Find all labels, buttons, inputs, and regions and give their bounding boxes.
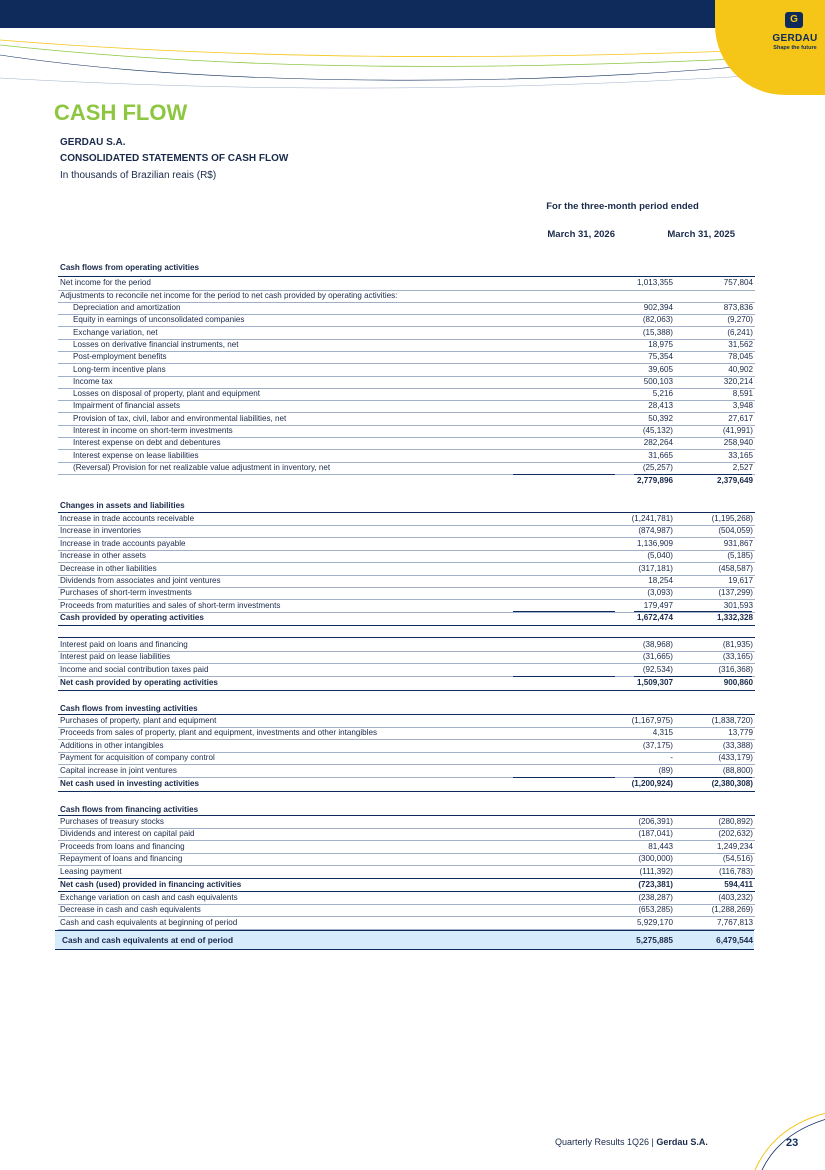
row-value: (206,391) — [638, 817, 673, 826]
table-row — [58, 425, 755, 437]
row-value: 31,665 — [648, 450, 673, 460]
row-value: 33,165 — [728, 450, 753, 460]
row-value: (31,665) — [642, 652, 673, 662]
row-value: 4,315 — [652, 728, 673, 738]
table-row — [58, 525, 755, 537]
table-row — [58, 892, 755, 904]
table-row — [58, 314, 755, 326]
row-label: Purchases of treasury stocks — [60, 817, 164, 826]
row-value: (874,987) — [638, 526, 673, 536]
row-value: (5,185) — [727, 551, 753, 561]
row-value: 50,392 — [648, 413, 673, 423]
divider — [58, 690, 755, 691]
row-value: (187,041) — [638, 829, 673, 839]
row-value: (433,179) — [718, 753, 753, 763]
row-value: (33,388) — [722, 740, 753, 750]
subtotal-row: 2,779,896 2,379,649 — [636, 476, 753, 485]
row-value: (238,287) — [638, 893, 673, 902]
row-label: Increase in trade accounts payable — [60, 538, 186, 548]
row-label: Long-term incentive plans — [73, 364, 166, 374]
row-value: (54,516) — [722, 854, 753, 864]
row-value: 75,354 — [648, 352, 673, 362]
footer: Quarterly Results 1Q26 | Gerdau S.A. — [555, 1137, 708, 1147]
row-value: 320,214 — [723, 376, 753, 386]
row-value: 19,617 — [728, 576, 753, 585]
row-value: 931,867 — [723, 538, 753, 548]
row-value: (82,063) — [642, 315, 673, 325]
table-row — [58, 904, 755, 916]
row-value: (317,181) — [638, 563, 673, 573]
row-value: 301,593 — [723, 600, 753, 610]
row-label: Dividends from associates and joint ventures — [60, 576, 221, 585]
row-label: Interest expense on lease liabilities — [73, 450, 199, 460]
total-row: Net cash provided by operating activities 1,509,307 900,860 — [60, 678, 753, 687]
row-value: (6,241) — [727, 327, 753, 337]
row-label: Purchases of property, plant and equipment — [60, 716, 217, 725]
row-label: Losses on disposal of property, plant and equipment — [73, 389, 261, 399]
table-row — [58, 302, 755, 314]
row-label: Interest expense on debt and debentures — [73, 438, 221, 448]
row-value: 81,443 — [648, 841, 673, 851]
table-row — [58, 575, 755, 587]
table-row — [58, 866, 755, 878]
row-value: 3,948 — [732, 401, 753, 411]
row-label: Interest in income on short-term investments — [73, 426, 233, 435]
table-row — [58, 563, 755, 575]
row-value: (81,935) — [722, 640, 753, 649]
table-row — [58, 715, 755, 727]
row-value: (3,093) — [647, 588, 673, 598]
row-value: (41,991) — [722, 426, 753, 435]
row-label: Decrease in other liabilities — [60, 563, 157, 573]
section-heading-changes: Changes in assets and liabilities — [60, 501, 185, 510]
row-label: Exchange variation on cash and cash equivalents — [60, 893, 238, 902]
row-value: (1,288,269) — [711, 905, 753, 915]
table-row — [58, 841, 755, 853]
row-label: Repayment of loans and financing — [60, 854, 183, 864]
table-row — [58, 828, 755, 840]
row-label: Income and social contribution taxes paid — [60, 664, 209, 674]
row-label: Post-employment benefits — [73, 352, 167, 362]
row-value: 40,902 — [728, 364, 753, 374]
row-label: Increase in trade accounts receivable — [60, 514, 195, 523]
header-swoosh — [0, 0, 825, 110]
section-heading-financing: Cash flows from financing activities — [60, 805, 199, 814]
table-row — [58, 413, 755, 425]
row-value: (9,270) — [727, 315, 753, 325]
table-row — [58, 351, 755, 363]
row-value: (137,299) — [718, 588, 753, 598]
row-label: Payment for acquisition of company control — [60, 753, 215, 763]
row-value: (33,165) — [722, 652, 753, 662]
row-value: (1,195,268) — [711, 514, 753, 523]
divider — [58, 625, 755, 626]
row-value: (45,132) — [642, 426, 673, 435]
row-label: Equity in earnings of unconsolidated companies — [73, 315, 245, 325]
row-value: 78,045 — [728, 352, 753, 362]
page-title: CASH FLOW — [54, 100, 188, 125]
row-value: (111,392) — [639, 866, 673, 876]
row-value: 28,413 — [648, 401, 673, 411]
row-value: (316,368) — [718, 664, 753, 674]
row-value: (92,534) — [642, 664, 673, 674]
row-label: Purchases of short-term investments — [60, 588, 192, 598]
row-value: (300,000) — [638, 854, 673, 864]
row-label: Exchange variation, net — [73, 327, 158, 337]
total-row: Net cash used in investing activities (1,200,924) (2,380,308) — [60, 779, 753, 788]
period-header: For the three-month period ended — [546, 201, 699, 212]
row-label: Cash and cash equivalents at beginning of period — [60, 917, 238, 927]
company-name: GERDAU S.A. — [60, 137, 126, 148]
table-row — [58, 376, 755, 388]
row-value: (116,783) — [718, 866, 753, 876]
row-value: 258,940 — [723, 438, 753, 448]
table-row — [58, 538, 755, 550]
row-value: 13,779 — [728, 728, 753, 738]
statement-title: CONSOLIDATED STATEMENTS OF CASH FLOW — [60, 153, 289, 164]
table-row — [58, 450, 755, 462]
table-row — [58, 664, 755, 676]
table-row: Net income for the period 1,013,355 757,804 — [60, 278, 753, 287]
row-label: (Reversal) Provision for net realizable value adjustment in inventory, net — [73, 462, 331, 472]
row-label: Capital increase in joint ventures — [60, 765, 177, 775]
row-value: 873,836 — [723, 303, 753, 312]
row-value: 27,617 — [728, 413, 753, 423]
table-row — [58, 816, 755, 828]
row-label: Additions in other intangibles — [60, 740, 164, 750]
row-value: 5,216 — [652, 389, 673, 399]
row-label: Proceeds from maturities and sales of short-term investments — [60, 600, 281, 610]
row-value: 2,527 — [732, 462, 753, 472]
row-label: Interest paid on lease liabilities — [60, 652, 171, 662]
table-row — [58, 727, 755, 739]
table-row — [58, 639, 755, 651]
column-header-2026: March 31, 2026 — [547, 229, 615, 240]
row-label: Income tax — [73, 376, 113, 386]
section-heading-operating: Cash flows from operating activities — [60, 263, 199, 272]
table-row — [58, 327, 755, 339]
row-value: 902,394 — [643, 303, 673, 312]
table-row — [58, 651, 755, 663]
page-number: 23 — [786, 1137, 799, 1149]
row-value: (25,257) — [642, 462, 673, 472]
table-row — [58, 587, 755, 599]
row-value: 282,264 — [643, 438, 673, 448]
row-label: Impairment of financial assets — [73, 401, 181, 411]
row-value: 8,591 — [732, 389, 753, 399]
row-label: Proceeds from sales of property, plant and equipment, investments and other intangibles — [60, 728, 378, 738]
row-value: - — [670, 753, 673, 763]
row-value: 7,767,813 — [716, 917, 753, 927]
table-row — [58, 765, 755, 777]
table-row — [58, 339, 755, 351]
row-value: (37,175) — [642, 740, 673, 750]
row-value: (5,040) — [647, 551, 673, 561]
brand-name: GERDAU — [772, 33, 818, 44]
footer-report: Quarterly Results 1Q26 — [555, 1137, 650, 1147]
brand-tagline: Shape the future — [773, 45, 817, 51]
table-row — [58, 462, 755, 474]
row-label: Interest paid on loans and financing — [60, 640, 188, 649]
table-row: Adjustments to reconcile net income for the period to net cash provided by operating activities: — [60, 291, 398, 300]
row-value: 500,103 — [643, 376, 673, 386]
table-row — [58, 752, 755, 764]
table-row — [58, 917, 755, 929]
table-row — [58, 600, 755, 612]
row-value: (653,285) — [638, 905, 673, 915]
table-row — [58, 388, 755, 400]
gerdau-logo-icon: G — [785, 12, 803, 28]
row-value: 18,975 — [648, 339, 673, 349]
row-value: 31,562 — [728, 339, 753, 349]
row-label: Proceeds from loans and financing — [60, 841, 185, 851]
row-value: (403,232) — [718, 893, 753, 902]
row-value: 1,249,234 — [716, 841, 753, 851]
ending-cash-row: Cash and cash equivalents at end of period 5,275,885 6,479,544 — [55, 930, 754, 950]
table-row — [58, 437, 755, 449]
table-row — [58, 853, 755, 865]
row-value: (1,167,975) — [631, 716, 673, 725]
column-header-2025: March 31, 2025 — [667, 229, 735, 240]
table-row — [58, 400, 755, 412]
total-row: Cash provided by operating activities 1,672,474 1,332,328 — [60, 613, 753, 622]
section-heading-investing: Cash flows from investing activities — [60, 704, 198, 713]
row-value: 39,605 — [648, 364, 673, 374]
row-value: (1,241,781) — [631, 514, 673, 523]
row-value: (1,838,720) — [711, 716, 753, 725]
row-value: (280,892) — [718, 817, 753, 826]
row-value: (202,632) — [718, 829, 753, 839]
divider — [58, 637, 755, 638]
row-value: (38,968) — [642, 640, 673, 649]
row-value: 18,254 — [648, 576, 673, 585]
row-value: (504,059) — [718, 526, 753, 536]
row-value: (458,587) — [718, 563, 753, 573]
row-label: Increase in other assets — [60, 551, 146, 561]
row-value: (89) — [658, 765, 673, 775]
row-label: Depreciation and amortization — [73, 303, 181, 312]
row-value: (88,800) — [722, 765, 753, 775]
table-row — [58, 364, 755, 376]
row-label: Provision of tax, civil, labor and environmental liabilities, net — [73, 413, 287, 423]
unit-note: In thousands of Brazilian reais (R$) — [60, 170, 217, 181]
row-label: Dividends and interest on capital paid — [60, 829, 195, 839]
row-label: Increase in inventories — [60, 526, 141, 536]
row-value: 179,497 — [643, 600, 673, 610]
row-value: 5,929,170 — [636, 917, 673, 927]
row-label: Leasing payment — [60, 866, 122, 876]
row-label: Losses on derivative financial instruments, net — [73, 339, 239, 349]
divider — [58, 791, 755, 792]
table-row — [58, 740, 755, 752]
row-label: Decrease in cash and cash equivalents — [60, 905, 201, 915]
table-row — [58, 513, 755, 525]
table-row — [58, 550, 755, 562]
row-value: 1,136,909 — [636, 538, 673, 548]
footer-company: Gerdau S.A. — [656, 1137, 708, 1147]
row-value: (15,388) — [642, 327, 673, 337]
total-row: Net cash (used) provided in financing activities (723,381) 594,411 — [60, 880, 753, 889]
